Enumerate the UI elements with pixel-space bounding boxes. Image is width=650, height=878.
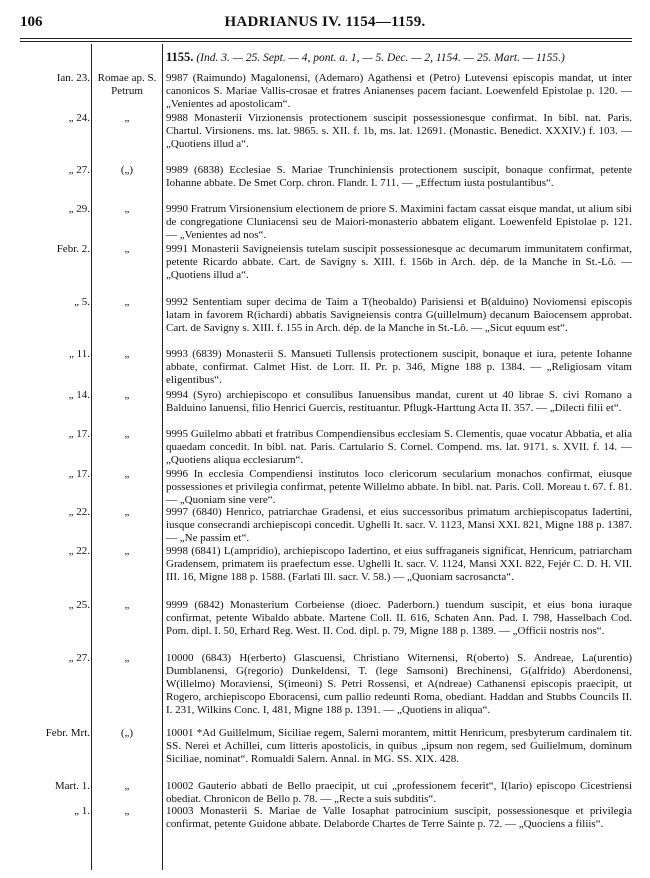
page-number: 106 <box>20 14 43 30</box>
entry-text: 10000 (6843) H(erberto) Glascuensi, Christiano Witernensi, R(oberto) S. Andreae, La(urentio) Dumblanensi, G(regorio) Dunkeldensi, T. (lege Samsoni) Brechinensi, G(alfrido) Aberdonensi, W(illelmo) Moraviensi, S(imeoni) S. Petri Rossensi, et A(ndreae) Cathanensi episcopis praecipit, ut Rogero, archiepiscopo Eboracensi, cum pallio redeunti Roma, obediant. Haddan and Stubbs Councils II. I. 231, Wilkins Conc. I, 481, Migne 188 p. 1391. — „Quotiens in aliqua“. <box>166 652 632 717</box>
entry-place: „ <box>124 243 130 255</box>
entry-text: 9999 (6842) Monasterium Corbeiense (dioec. Paderborn.) tuendum suscipit, et eius bona iuraque confirmat, petente Wibaldo abbate. Martene Coll. II. 616, Schaten Ann. Pad. I. 798, Hasselbach Cod. Pom. dipl. I. 50, Erhard Reg. West. II. Cod. dipl. p. 79, Migne 188 p. 1389. — „Officii nostris nos“. <box>166 599 632 638</box>
entry-date: „ 22. <box>68 506 90 518</box>
entry-date: „ 1. <box>74 805 90 817</box>
entry-date: Mart. 1. <box>54 780 90 792</box>
entry-place: „ <box>124 348 130 360</box>
entry-date: „ 27. <box>68 652 90 664</box>
entry-place: „ <box>124 652 130 664</box>
year-number: 1155. <box>166 50 194 64</box>
entry-date: „ 25. <box>68 599 90 611</box>
entry-date: Ian. 23. <box>56 72 90 84</box>
running-title: HADRIANUS IV. 1154—1159. <box>224 14 426 30</box>
entry-place: „ <box>124 296 130 308</box>
entry-date: „ 27. <box>68 164 90 176</box>
entry-text: 9987 (Raimundo) Magalonensi, (Ademaro) Agathensi et (Petro) Lutevensi episcopis mandat, ut inter canonicos S. Mariae Vallis-crosae et fratres Anianenses pacem faciant. Loewenfeld Epistolae p. 120. — „Venientes ad apostolicam“. <box>166 72 632 111</box>
entry-text: 9988 Monasterii Virzionensis protectionem suscipit possessionesque confirmat. In bibl. nat. Paris. Chartul. Virsionens. ms. lat. 9865. s. XII. f. 1b, ms. lat. 12691. (Monastic. Benedict. XXXIV.) f. 103. — „Quotiens illud a“. <box>166 112 632 151</box>
entry-place: „ <box>124 389 130 401</box>
entry-date: „ 5. <box>74 296 90 308</box>
entry-place: „ <box>124 780 130 792</box>
entry-date: Febr. Mrt. <box>45 727 90 739</box>
entry-text: 9995 Guilelmo abbati et fratribus Compendiensibus ecclesiam S. Clementis, quae vocatur Abbatia, et alia quaedam concedit. In bibl. nat. Paris. Cartulario S. Cornel. Compend. ms. lat. 9171. s. XVII. f. 14. — „Quotiens aliqua ecclesiarum“. <box>166 428 632 467</box>
entry-date: „ 22. <box>68 545 90 557</box>
entry-text: 10002 Gauterio abbati de Bello praecipit, ut cui „professionem fecerit“, I(lario) episcopo Cicestriensi obediat. Chronicon de Bello p. 78. — „Recte a suis subditis“. <box>166 780 632 806</box>
entry-date: „ 17. <box>68 428 90 440</box>
entry-place: „ <box>124 203 130 215</box>
indiction-line: (Ind. 3. — 25. Sept. — 4, pont. a. 1, — 5. Dec. — 2, 1154. — 25. Mart. — 1155.) <box>196 52 565 64</box>
entry-text: 9989 (6838) Ecclesiae S. Mariae Trunchiniensis protectionem suscipit, bonaque confirmat, petente Iohanne abbate. De Smet Corp. chron. Flandr. I. 711. — „Effectum iusta postulantibus“. <box>166 164 632 190</box>
entry-text: 9990 Fratrum Virsionensium electionem de priore S. Maximini factam cassat eisque mandat, ut alium sibi de congregatione Cluniacensi seu de Maiori-monasterio abbatem eligant. Loewenfeld Epistolae p. 121. — „Venientes ad nos“. <box>166 203 632 242</box>
entry-text: 10001 *Ad Guillelmum, Siciliae regem, Salerni morantem, mittit Henricum, presbyterum cardinalem tit. SS. Nerei et Achillei, cum litteris apostolicis, in quibus „ipsum non regem, sed Guilielmum, dominum Siciliae, nominat“. Romualdi Salern. Annal. in MG. SS. XIX. 428. <box>166 727 632 766</box>
entry-place: „ <box>124 112 130 124</box>
entry-text: 9996 In ecclesia Compendiensi institutos loco clericorum secularium monachos confirmat, eiusque possessiones et privilegia confirmat, petente Willelmo abbate. In bibl. nat. Paris. Coll. Moreau t. 67. f. 81. — „Quoniam sine vere“. <box>166 468 632 507</box>
entry-place: „ <box>124 805 130 817</box>
entry-place: „ <box>124 506 130 518</box>
header-rule-bottom <box>20 41 632 42</box>
header-rule-top <box>20 38 632 39</box>
entry-date: „ 11. <box>69 348 90 360</box>
entry-place: „ <box>124 545 130 557</box>
entry-place: „ <box>124 599 130 611</box>
entry-date: Febr. 2. <box>56 243 90 255</box>
entry-date: „ 24. <box>68 112 90 124</box>
entry-place: „ <box>124 428 130 440</box>
entry-text: 10003 Monasterii S. Mariae de Valle Iosaphat patrocinium suscipit, possessionesque et privilegia confirmat, petente Guidone abbate. Delaborde Chartes de Terre Sainte p. 72. — „Quociens a filiis“. <box>166 805 632 831</box>
entry-place: „ <box>124 468 130 480</box>
entry-place: Romae ap. S. Petrum <box>97 72 157 98</box>
entry-text: 9991 Monasterii Savigneiensis tutelam suscipit possessionesque ac decumarum immunitatem confirmat, petente Ricardo abbate. Cart. de Savigny s. XIII. f. 156b in Arch. dép. de la Manche in St.-Lô. — „Quotiens illud a“. <box>166 243 632 282</box>
entry-date: „ 17. <box>68 468 90 480</box>
entry-place: („) <box>120 727 134 739</box>
entry-text: 9998 (6841) L(ampridio), archiepiscopo Iadertino, et eius suffraganeis significat, Henricum, patriarcham Gradensem, primatem iis praefectum esse. Ughelli It. sacr. V. 1124, Mansi XXI. 822, Fejér C. D. H. VII. III. 16, Migne 188 p. 1588. (Farlati Ill. sacr. V. 58.) — „Quoniam sacrosancta“. <box>166 545 632 584</box>
entry-place: („) <box>120 164 134 176</box>
entry-date: „ 29. <box>68 203 90 215</box>
entry-date: „ 14. <box>68 389 90 401</box>
entry-text: 9993 (6839) Monasterii S. Mansueti Tullensis protectionem suscipit, bonaque et iura, petente Iohanne abbate, confirmat. Calmet Hist. de Lorr. II. Pr. p. 346, Migne 188 p. 1384. — „Religiosam vitam eligentibus“. <box>166 348 632 387</box>
column-divider-place <box>162 44 163 870</box>
entry-text: 9992 Sententiam super decima de Taim a T(heobaldo) Parisiensi et B(alduino) Noviomensi episcopis latam in favorem R(ichardi) abbatis Savigneiensis contra G(uillelmum) decanum Baiocensem approbat. Cart. de Savigny s. XIII. f. 155 in Arch. dép. de la Manche in St.-Lô. — „Sicut equum est“. <box>166 296 632 335</box>
year-heading <box>166 50 565 65</box>
entry-text: 9994 (Syro) archiepiscopo et consulibus Ianuensibus mandat, curent ut 40 librae S. civi Romano a Balduino Ianuensi, filio Henrici Guercis, restituantur. Pflugk-Harttung Acta II. 357. — „Dilecti filii et“. <box>166 389 632 415</box>
entry-text: 9997 (6840) Henrico, patriarchae Gradensi, et eius successoribus primatum archiepiscopatus Iadertini, iusque consecrandi archiepiscopi concedit. Ughelli It. sacr. V. 1123, Mansi XXI. 821, Migne 188 p. 1387. — „Ne passim et“. <box>166 506 632 545</box>
